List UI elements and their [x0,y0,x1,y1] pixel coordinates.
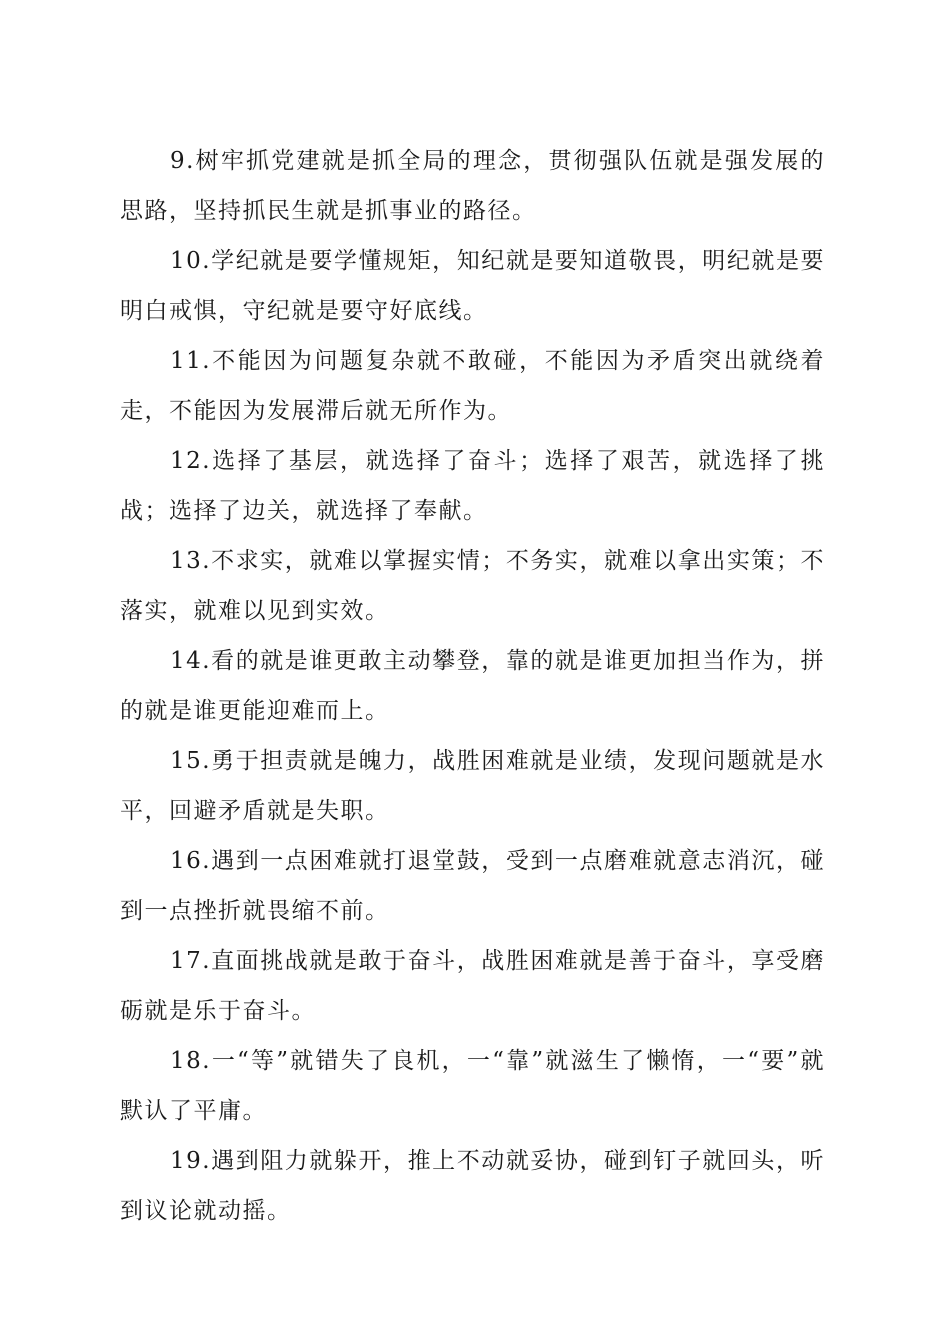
list-item: 19.遇到阻力就躲开，推上不动就妥协，碰到钉子就回头，听到议论就动摇。 [120,1148,825,1224]
list-item: 13.不求实，就难以掌握实情；不务实，就难以拿出实策；不落实，就难以见到实效。 [120,548,825,624]
list-item: 14.看的就是谁更敢主动攀登，靠的就是谁更加担当作为，拼的就是谁更能迎难而上。 [120,648,825,724]
list-item: 18.一“等”就错失了良机，一“靠”就滋生了懒惰，一“要”就默认了平庸。 [120,1048,825,1124]
list-item: 9.树牢抓党建就是抓全局的理念，贯彻强队伍就是强发展的思路，坚持抓民生就是抓事业的路径。 [120,148,825,224]
list-item: 17.直面挑战就是敢于奋斗，战胜困难就是善于奋斗，享受磨砺就是乐于奋斗。 [120,948,825,1024]
list-item: 11.不能因为问题复杂就不敢碰，不能因为矛盾突出就绕着走，不能因为发展滞后就无所作为。 [120,348,825,424]
document-body [120,136,825,1236]
list-item: 12.选择了基层，就选择了奋斗；选择了艰苦，就选择了挑战；选择了边关，就选择了奉献。 [120,448,825,524]
list-item: 15.勇于担责就是魄力，战胜困难就是业绩，发现问题就是水平，回避矛盾就是失职。 [120,748,825,824]
list-item: 10.学纪就是要学懂规矩，知纪就是要知道敬畏，明纪就是要明白戒惧，守纪就是要守好底线。 [120,248,825,324]
list-item: 16.遇到一点困难就打退堂鼓，受到一点磨难就意志消沉，碰到一点挫折就畏缩不前。 [120,848,825,924]
